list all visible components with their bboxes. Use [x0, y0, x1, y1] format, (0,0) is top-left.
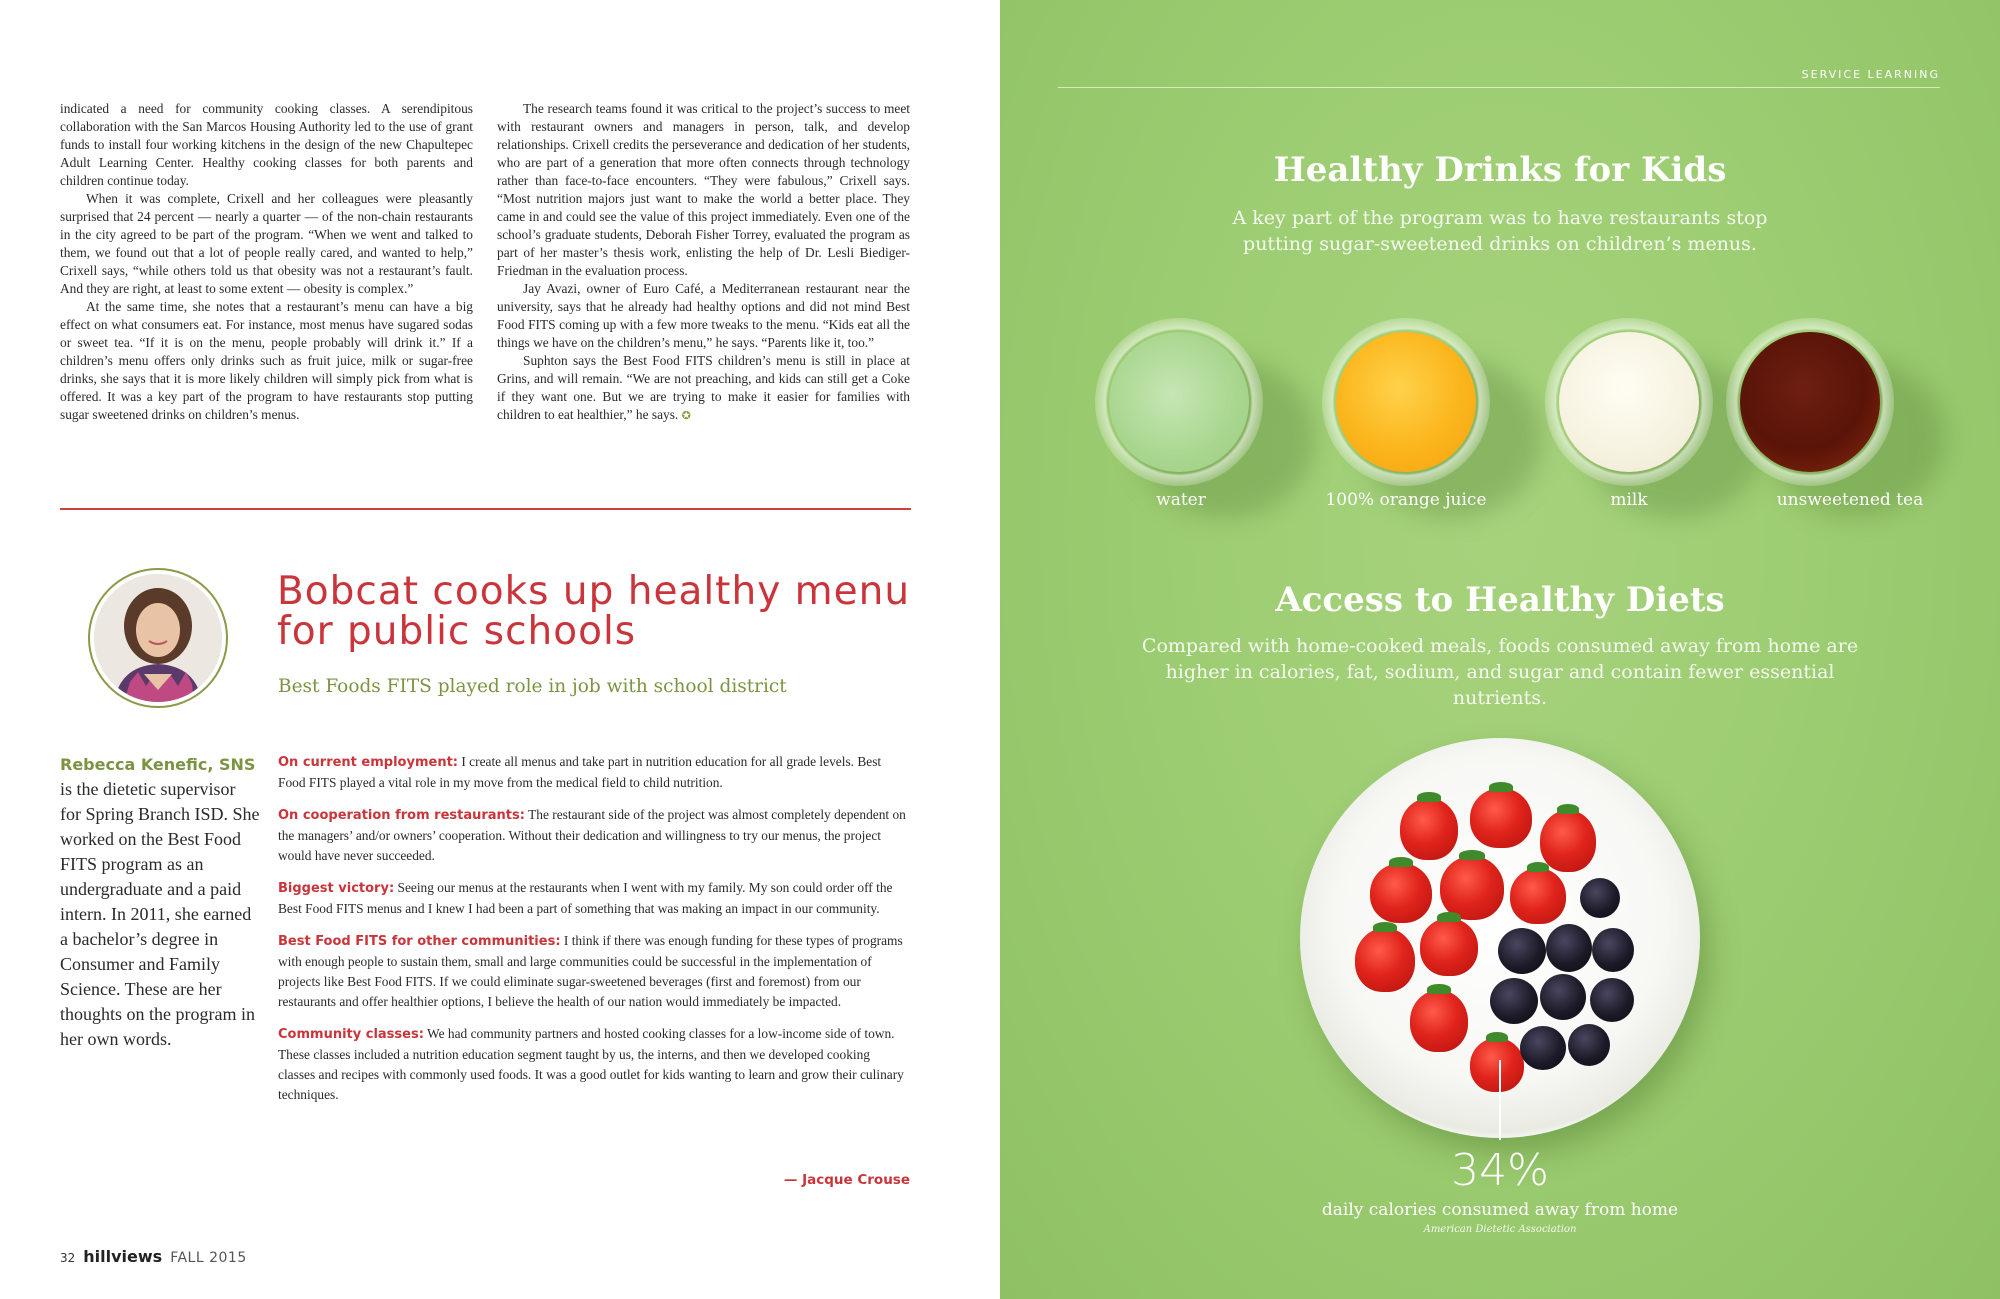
- blackberry-icon: [1590, 978, 1634, 1022]
- qa-answer: The restaurant side of the project was almost completely dependent on the managers’ and/or owners’ cooperation. Without their dedication and willingness to try our menus, the project would have never succeeded.: [278, 807, 906, 863]
- diets-subtitle-text: Compared with home-cooked meals, foods consumed away from home are higher in calories, fat, sodium, and sugar and contain fewer essential nutrients.: [1141, 635, 1859, 709]
- diets-subtitle: [1000, 633, 2000, 711]
- article-paragraph: At the same time, she notes that a restaurant’s menu can have a big effect on what consumers eat. For instance, most menus have sugared sodas or sweet tea. “If it is on the menu, people probably will drink it.” If a children’s menu offers only drinks such as fruit juice, milk or sugar-free drinks, she says that it is more likely children will simply pick from what is offered. It was a key part of the program to have restaurants stop putting sugar sweetened drinks on children’s menus.: [60, 299, 473, 422]
- portrait-icon: [94, 574, 222, 702]
- qa-topic: Community classes:: [278, 1027, 424, 1042]
- page-footer: [60, 1247, 247, 1266]
- profile-subhead: Best Foods FITS played role in job with school district: [278, 676, 787, 697]
- section-rule: [1058, 87, 1940, 88]
- orange-juice-glass: [1322, 318, 1490, 486]
- article-paragraph: [497, 352, 910, 425]
- qa-topic: On cooperation from restaurants:: [278, 808, 525, 823]
- article-paragraph-text: Suphton says the Best Food FITS children’s menu is still in place at Grins, and will remain. “We are not preaching, and kids can still get a Coke if they want one. But we are trying to make it easier for families with children to eat healthier,” he says.: [497, 353, 910, 422]
- article-paragraph: When it was complete, Crixell and her colleagues were pleasantly surprised that 24 percent — nearly a quarter — of the non-chain restaurants in the city agreed to be part of the program. “When we went and talked to them, we found out that a lot of people really cared, and wanted to help,” Crixell says, “while others told us that obesity was not a restaurant’s fault. And they are right, at least to some extent — obesity is complex.”: [60, 191, 473, 296]
- strawberry-icon: [1440, 856, 1504, 920]
- profile-headline: Bobcat cooks up healthy menu for public schools: [277, 569, 911, 654]
- stat-value: 34%: [1451, 1145, 1549, 1196]
- page-number: 32: [60, 1251, 76, 1265]
- section-label: SERVICE LEARNING: [1801, 68, 1940, 81]
- strawberry-icon: [1370, 863, 1432, 923]
- section-divider: [60, 508, 911, 510]
- drinks-title: Healthy Drinks for Kids: [1273, 150, 1727, 190]
- strawberry-icon: [1355, 928, 1415, 992]
- strawberry-icon: [1510, 868, 1566, 924]
- byline: — Jacque Crouse: [783, 1172, 910, 1188]
- profile-intro: [60, 752, 260, 1052]
- strawberry-icon: [1420, 918, 1478, 976]
- issue-label: FALL 2015: [170, 1250, 247, 1266]
- article-paragraph: indicated a need for community cooking classes. A serendipitous collaboration with the San Marcos Housing Authority led to the use of grant funds to install four working kitchens in the design of the new Chapultepec Adult Learning Center. Healthy cooking classes for both parents and children continue today.: [60, 101, 473, 188]
- qa-answer: I create all menus and take part in nutrition education for all grade levels. Best Food FITS played a vital role in my move from the medical field to child nutrition.: [278, 754, 882, 790]
- end-mark-icon: ✪: [681, 410, 691, 422]
- qa-answer: We had community partners and hosted cooking classes for a low-income side of town. These classes included a nutrition education segment taught by us, the interns, and then we developed cooking classes and recipes with commonly used foods. It was a good outlet for kids wanting to learn and grow their culinary techniques.: [278, 1026, 904, 1102]
- article-paragraph: Jay Avazi, owner of Euro Café, a Mediterranean restaurant near the university, says that he already had healthy options and did not mind Best Food FITS coming up with a few more tweaks to the menu. “Kids eat all the things we have on the children’s menu,” he says. “Parents like it, too.”: [497, 281, 910, 350]
- blackberry-icon: [1490, 978, 1538, 1024]
- qa-list: [278, 752, 910, 1117]
- avatar: [88, 568, 228, 708]
- qa-answer: Seeing our menus at the restaurants when I went with my family. My son could order off the Best Food FITS menus and I knew I had been a part of something that was making an impact in our community.: [278, 880, 893, 916]
- tea-glass: [1726, 318, 1894, 486]
- water-glass: [1095, 318, 1263, 486]
- strawberry-icon: [1400, 798, 1458, 860]
- qa-item: [278, 805, 910, 866]
- qa-item: [278, 752, 910, 793]
- strawberry-icon: [1540, 810, 1596, 872]
- blackberry-icon: [1592, 928, 1634, 972]
- stat-source: American Dietetic Association: [1423, 1224, 1577, 1235]
- qa-answer: I think if there was enough funding for these types of programs with enough people to sustain them, small and large communities could be successful in the implementation of projects like Best Food FITS. If we could eliminate sugar-sweetened beverages (first and foremost) from our restaurants and offer healthier options, I believe the health of our nation would immediately be impacted.: [278, 933, 903, 1009]
- qa-item: [278, 878, 910, 919]
- profile-name: Rebecca Kenefic, SNS: [60, 755, 256, 774]
- drinks-subtitle: [1000, 205, 2000, 257]
- qa-item: [278, 1024, 910, 1105]
- qa-topic: Biggest victory:: [278, 881, 395, 896]
- blackberry-icon: [1580, 878, 1620, 918]
- glass-label: 100% orange juice: [1325, 490, 1487, 510]
- stat-pointer-line: [1499, 1060, 1501, 1140]
- article-column-2: [497, 100, 910, 425]
- qa-item: [278, 931, 910, 1012]
- qa-topic: Best Food FITS for other communities:: [278, 934, 561, 949]
- strawberry-icon: [1470, 788, 1532, 848]
- profile-bio: is the dietetic supervisor for Spring Branch ISD. She worked on the Best Food FITS program as an undergraduate and a paid intern. In 2011, she earned a bachelor’s degree in Consumer and Family Science. These are her thoughts on the program in her own words.: [60, 779, 260, 1049]
- strawberry-icon: [1410, 990, 1468, 1052]
- article-column-1: [60, 100, 473, 424]
- diets-title: Access to Healthy Diets: [1275, 580, 1725, 620]
- blackberry-icon: [1546, 924, 1592, 972]
- blackberry-icon: [1568, 1024, 1610, 1066]
- strawberry-icon: [1470, 1038, 1524, 1092]
- blackberry-icon: [1540, 974, 1586, 1020]
- article-paragraph: The research teams found it was critical to the project’s success to meet with restaurant owners and managers in person, talk, and develop relationships. Crixell credits the perseverance and dedication of her students, who are part of a generation that more often connects through technology rather than face-to-face encounters. “They were fabulous,” Crixell says. “Most nutrition majors just want to make the world a better place. They came in and could see the value of this project immediately. Even one of the school’s graduate students, Deborah Fisher Torrey, evaluated the program as part of her master’s thesis work, enlisting the help of Dr. Lesli Biediger-Friedman in the evaluation process.: [497, 101, 910, 278]
- glass-label: milk: [1610, 490, 1648, 510]
- glass-label: unsweetened tea: [1776, 490, 1924, 510]
- milk-glass: [1545, 318, 1713, 486]
- blackberry-icon: [1498, 928, 1546, 974]
- stat-description: daily calories consumed away from home: [1321, 1200, 1679, 1220]
- qa-topic: On current employment:: [278, 755, 458, 770]
- magazine-name: hillviews: [83, 1247, 163, 1266]
- drinks-subtitle-text: A key part of the program was to have restaurants stop putting sugar-sweetened drinks on children’s menus.: [1232, 207, 1768, 255]
- blackberry-icon: [1520, 1026, 1566, 1070]
- glass-label: water: [1156, 490, 1206, 510]
- portrait-image: [94, 574, 222, 702]
